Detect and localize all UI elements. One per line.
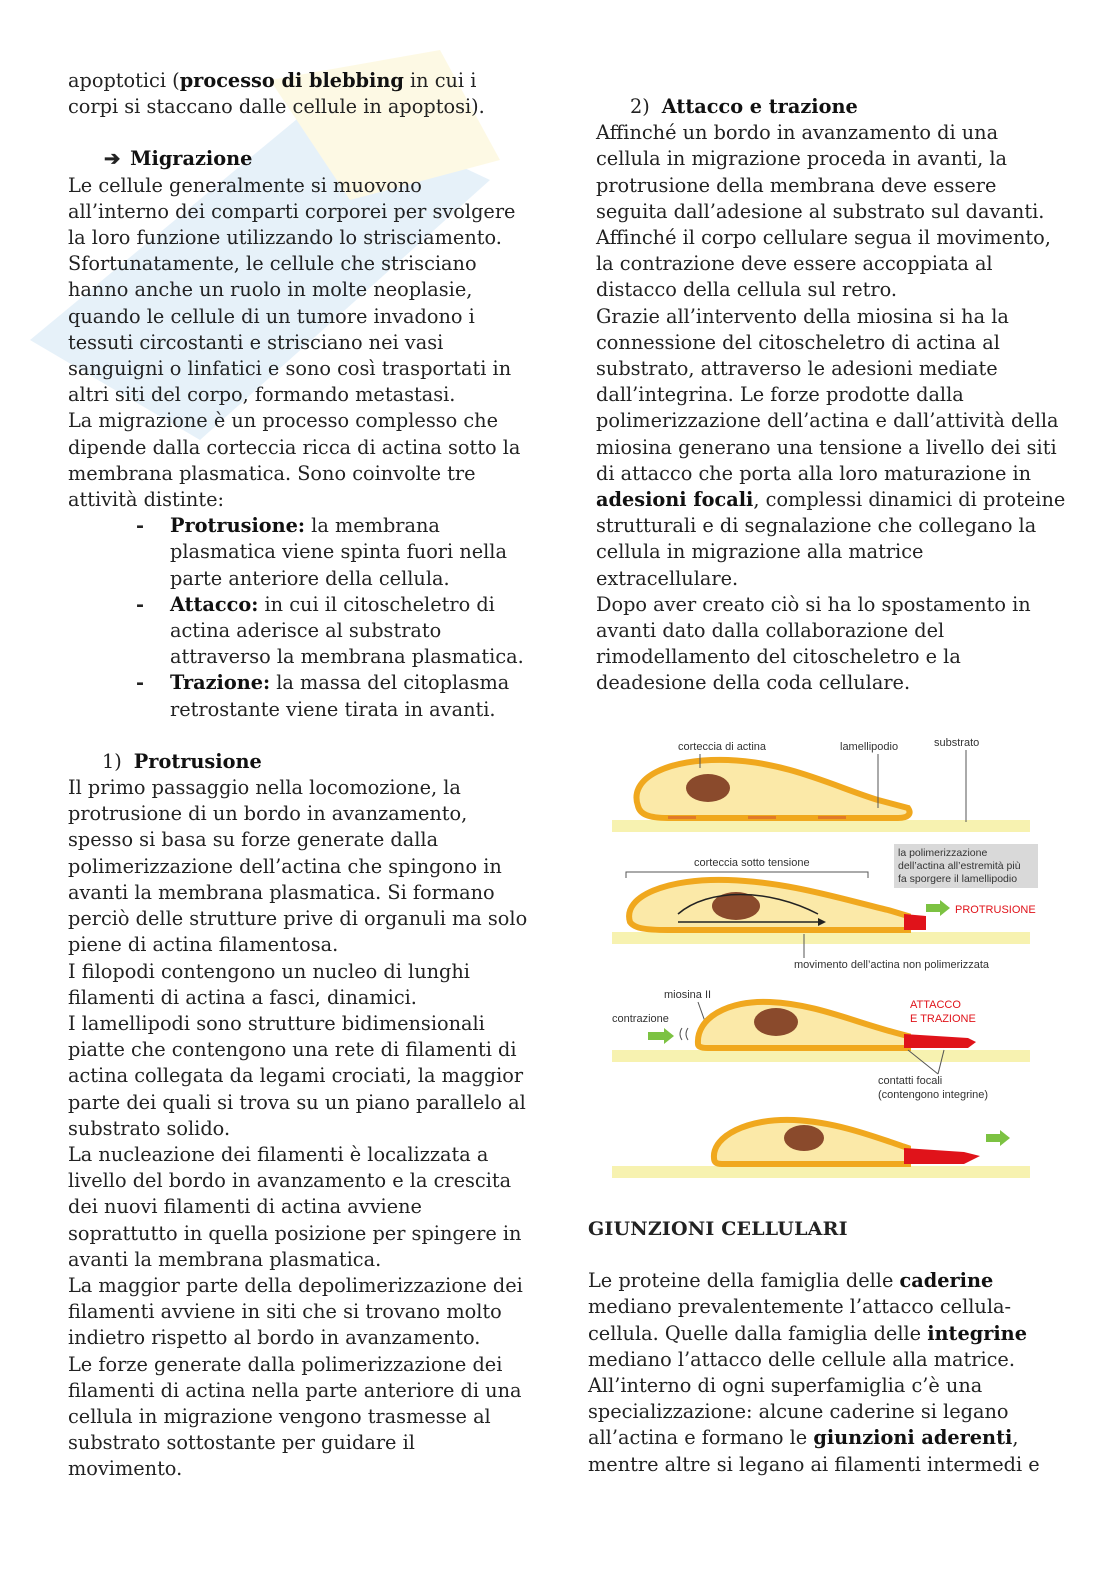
nucleus <box>784 1125 824 1151</box>
label-cortex-tension: corteccia sotto tensione <box>694 857 810 869</box>
junctions-title: GIUNZIONI CELLULARI <box>588 1218 848 1240</box>
note-text: fa sporgere il lamellipodio <box>898 873 1018 885</box>
protrusion-paragraph: Le forze generate dalla polimerizzazione dei filamenti di actina nella parte anteriore di una cellula in migrazione vengono trasmesse al substrato sottostante per guidare il movimento. <box>68 1352 522 1481</box>
attach-heading: 2) Attacco e trazione <box>630 95 858 118</box>
attachment-red <box>904 1148 980 1164</box>
junctions-section <box>588 1216 1058 1478</box>
activity-list <box>68 513 528 723</box>
attach-paragraph-2: Affinché il corpo cellulare segua il movimento, la contrazione deve essere accoppiata al distacco della cellula sul retro. <box>596 226 1051 302</box>
label-protrusion: PROTRUSIONE <box>955 904 1036 916</box>
attach-paragraph-4: Dopo aver creato ciò si ha lo spostamento in avanti dato dalla collaborazione del rimodellamento del citoscheletro e la deadesione della coda cellulare. <box>596 592 1031 695</box>
arrow-right-icon: ➔ <box>104 147 121 171</box>
label-focal: contatti focali <box>878 1075 943 1087</box>
figure-panel-1 <box>612 738 1030 832</box>
contact <box>818 816 846 819</box>
nucleus <box>686 774 730 802</box>
figure-panel-4 <box>612 1120 1030 1178</box>
green-arrow-icon <box>986 1130 1010 1146</box>
list-item: - Trazione: la massa del citoplasma retrostante viene tirata in avanti. <box>136 671 510 721</box>
cell-shape <box>698 1002 908 1048</box>
substrate-bar <box>612 1050 1030 1062</box>
figure-panel-3 <box>612 989 1030 1101</box>
cell-shape <box>636 760 909 818</box>
right-column <box>596 94 1066 697</box>
green-arrow-icon <box>648 1028 674 1044</box>
protrusion-paragraph: I lamellipodi sono strutture bidimensionali piatte che contengono una rete di filamenti di actina collegata da legami crociati, la maggior parte dei quali si trova su un piano parallelo al substrato solido. <box>68 1011 526 1140</box>
label-cortex: corteccia di actina <box>678 741 767 753</box>
label-substrate: substrato <box>934 738 980 749</box>
junctions-paragraph: Le proteine della famiglia delle caderine mediano prevalentemente l’attacco cellula-cellula. Quelle dalla famiglia delle integrine mediano l’attacco delle cellule alla matrice. All’interno di ogni superfamiglia c’è una specializzazione: alcune caderine si legano all’actina e formano le giunzioni aderenti, mentre altre si legano ai filamenti intermedi e <box>588 1269 1040 1476</box>
nucleus <box>754 1008 798 1036</box>
note-text: dell’actina all’estremità più <box>898 860 1021 872</box>
list-item: - Attacco: in cui il citoscheletro di actina aderisce al substrato attraverso la membrana plasmatica. <box>136 592 524 669</box>
bracket <box>626 872 868 878</box>
migration-heading: ➔ Migrazione <box>104 147 253 171</box>
protrusion-paragraph: Il primo passaggio nella locomozione, la protrusione di un bordo in avanzamento, spesso si basa su forze generate dalla polimerizzazione dell’actina che spingono in avanti la membrana plasmatica. Si formano perciò delle strutture prive di organuli ma solo piene di actina filamentosa. <box>68 776 528 957</box>
contraction-marks <box>680 1028 688 1040</box>
label-focal: (contengono integrine) <box>878 1089 989 1101</box>
cell-migration-figure <box>608 738 1038 1186</box>
figure-panel-2 <box>612 844 1038 971</box>
migration-paragraph-1: Le cellule generalmente si muovono all’interno dei comparti corporei per svolgere la loro funzione utilizzando lo strisciamento. Sfortunatamente, le cellule che strisciano hanno anche un ruolo in molte neoplasie, quando le cellule di un tumore invadono i tessuti circostanti e strisciano nei vasi sanguigni o linfatici e sono così trasportati in altri siti del corpo, formando metastasi. <box>68 173 516 407</box>
list-item: - Protrusione: la membrana plasmatica viene spinta fuori nella parte anteriore della cellula. <box>136 514 507 590</box>
attach-paragraph-1: Affinché un bordo in avanzamento di una cellula in migrazione proceda in avanti, la protrusione della membrana deve essere seguita dall’adesione al substrato sul davanti. <box>596 121 1045 223</box>
attachment-red <box>904 1034 976 1048</box>
substrate-bar <box>612 1166 1030 1178</box>
green-arrow-icon <box>926 900 950 916</box>
label-myosin: miosina II <box>664 989 712 1001</box>
protrusion-heading: 1) Protrusione <box>102 749 262 773</box>
label-contraction: contrazione <box>612 1013 669 1025</box>
migration-paragraph-2: La migrazione è un processo complesso che dipende dalla corteccia ricca di actina sotto la membrana plasmatica. Sono coinvolte tre attività distinte: <box>68 409 521 512</box>
note-text: la polimerizzazione <box>898 847 988 859</box>
substrate-bar <box>612 820 1030 832</box>
substrate-bar <box>612 932 1030 944</box>
attach-paragraph-3: Grazie all’intervento della miosina si ha la connessione del citoscheletro di actina al substrato, attraverso le adesioni mediate dall’integrina. Le forze prodotte dalla polimerizzazione dell’actina e dall’attività della miosina generano una tensione a livello dei siti di attacco che porta alla loro maturazione in adesioni focali, complessi dinamici di proteine strutturali e di segnalazione che collegano la cellula in migrazione alla matrice extracellulare. <box>596 304 1066 590</box>
lamellipodium-red <box>904 914 926 930</box>
label-actin-movement: movimento dell’actina non polimerizzata <box>794 959 990 971</box>
protrusion-paragraph: La nucleazione dei filamenti è localizzata a livello del bordo in avanzamento e la crescita dei nuovi filamenti di actina avviene soprattutto in quella posizione per spingere in avanti la membrana plasmatica. <box>68 1142 522 1271</box>
protrusion-paragraph: I filopodi contengono un nucleo di lunghi filamenti di actina a fasci, dinamici. <box>68 959 470 1009</box>
label-attach: E TRAZIONE <box>910 1013 976 1025</box>
left-column <box>68 68 528 1483</box>
label-attach: ATTACCO <box>910 999 961 1011</box>
contact <box>748 816 776 819</box>
label-lamellipodium: lamellipodio <box>840 741 899 753</box>
intro-paragraph: apoptotici (processo di blebbing in cui i corpi si staccano dalle cellule in apoptosi). <box>68 69 485 119</box>
protrusion-paragraph: La maggior parte della depolimerizzazione dei filamenti avviene in siti che si trovano molto indietro rispetto al bordo in avanzamento. <box>68 1273 523 1350</box>
contact <box>668 816 696 819</box>
